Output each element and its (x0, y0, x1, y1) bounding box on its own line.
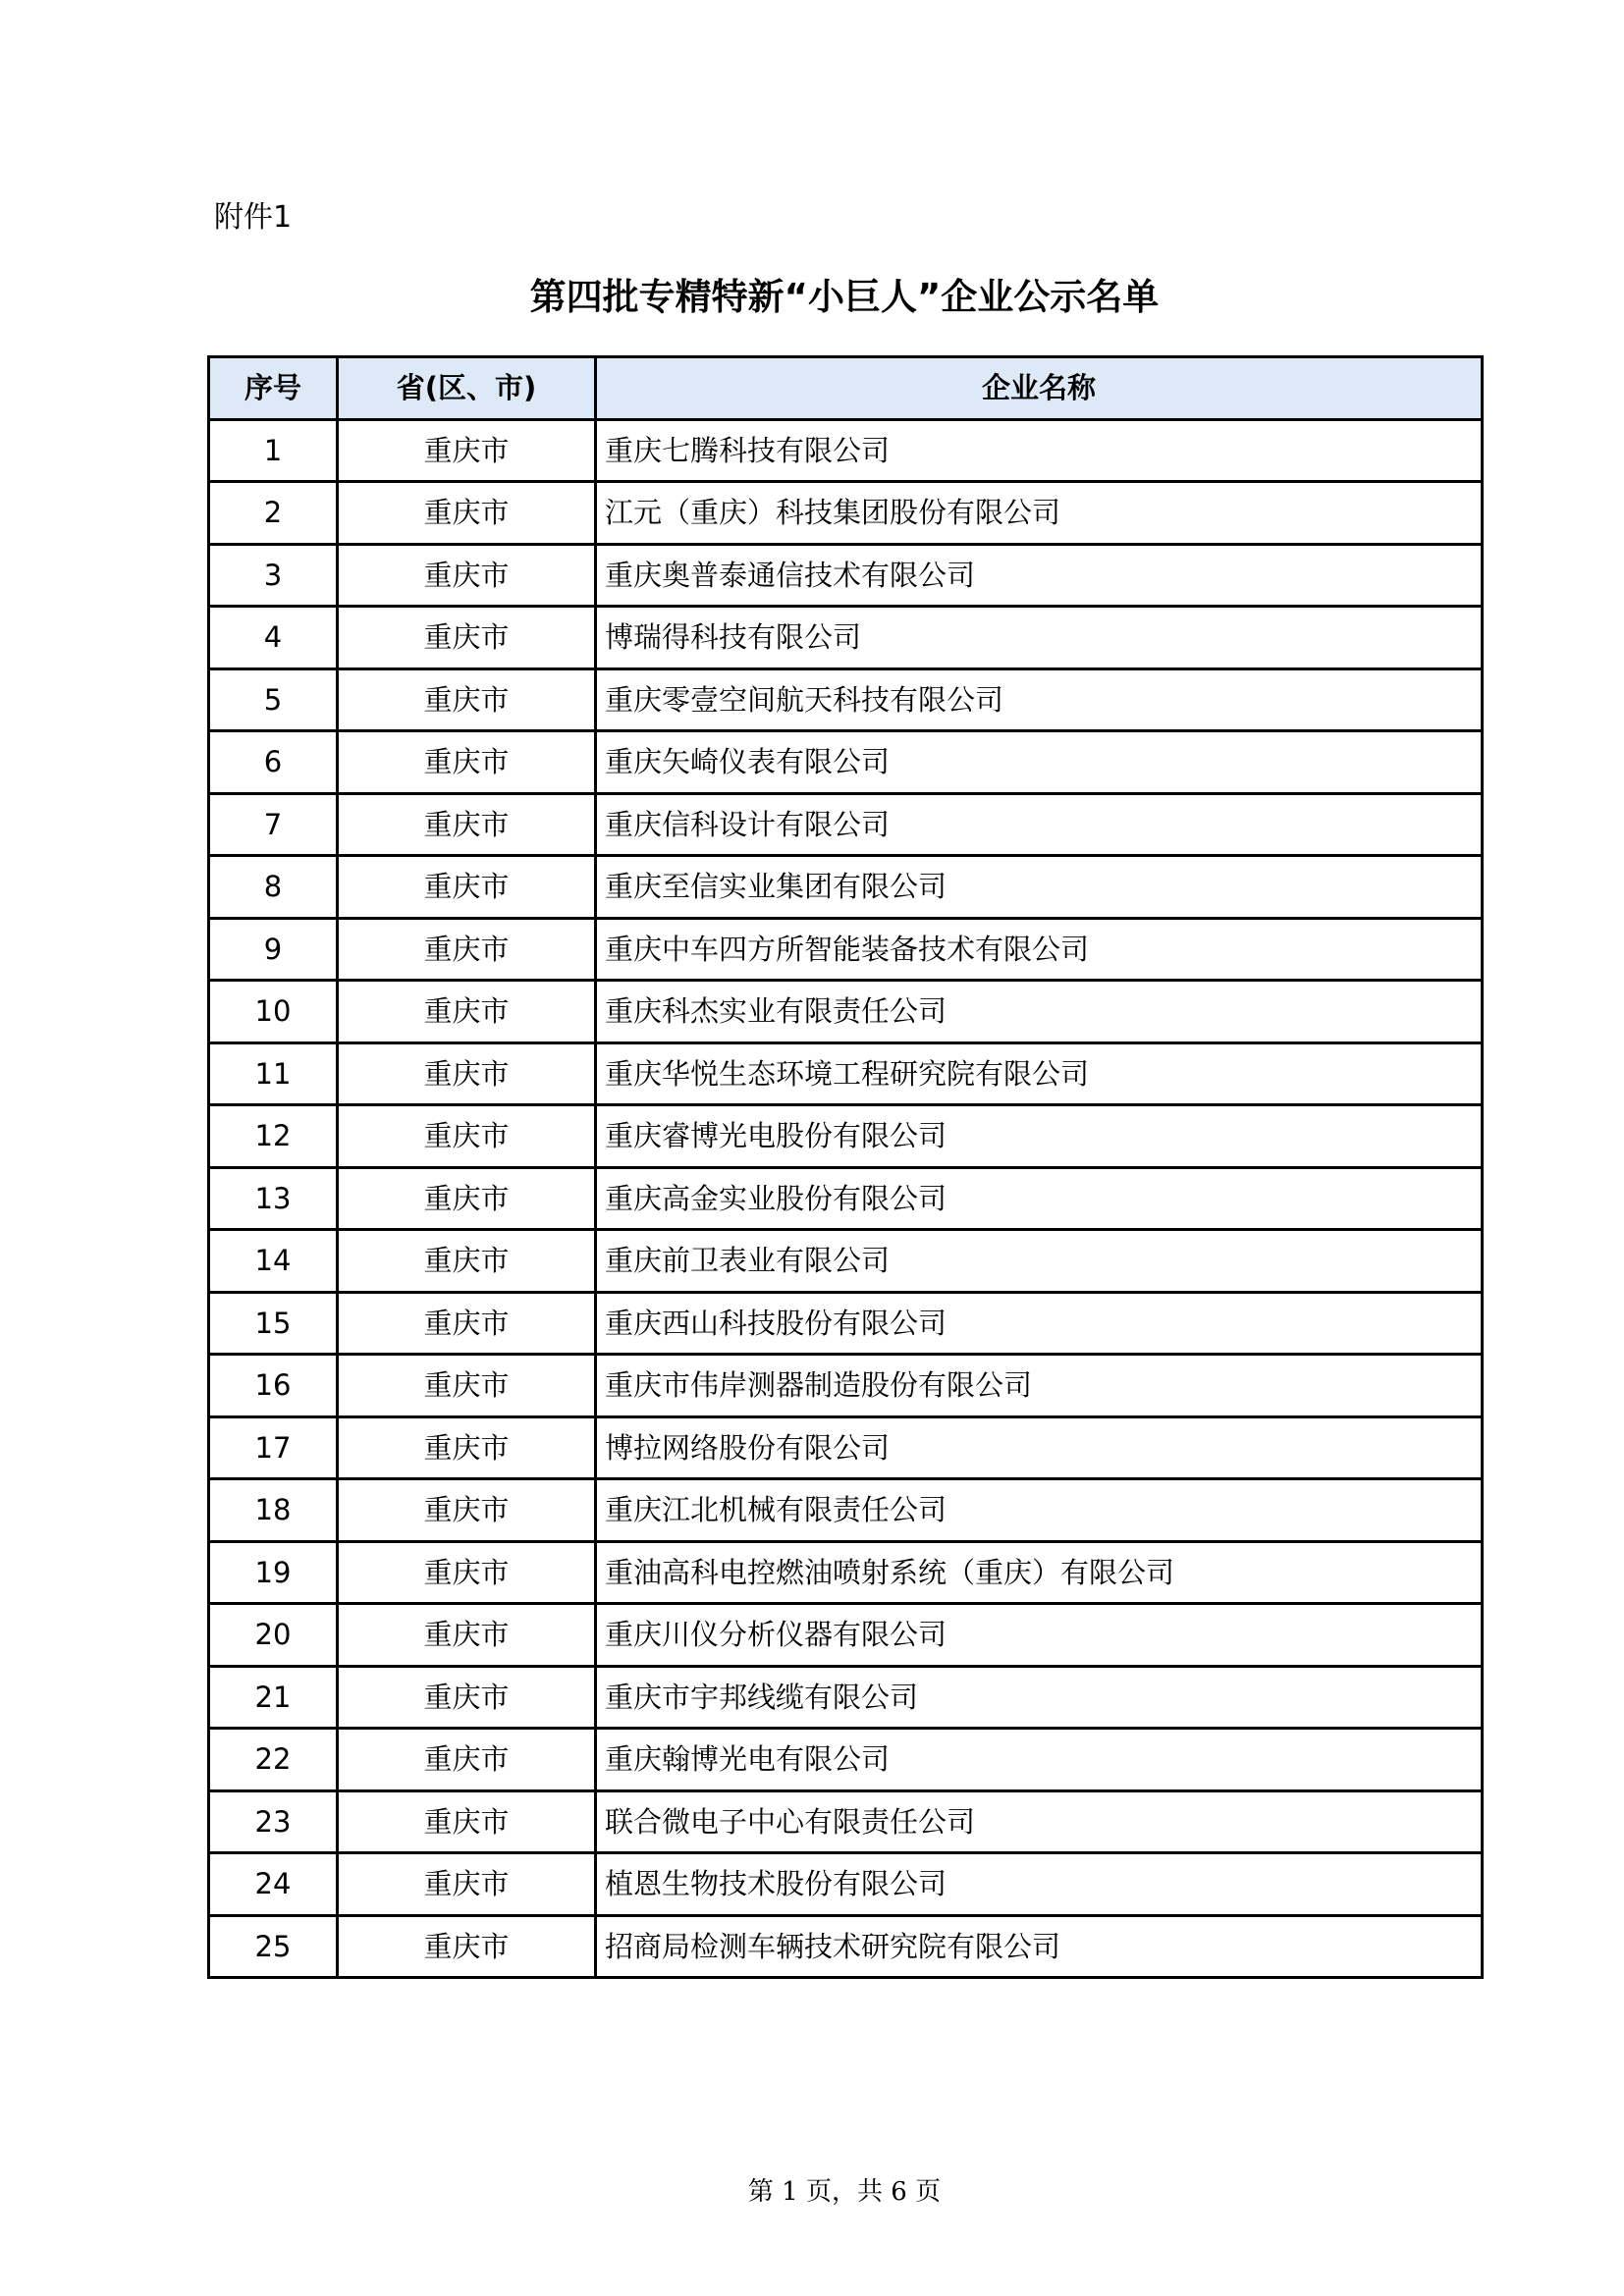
company-name-cell: 重油高科电控燃油喷射系统（重庆）有限公司 (596, 1541, 1483, 1604)
company-name-cell: 重庆科杰实业有限责任公司 (596, 981, 1483, 1043)
company-name-cell: 重庆川仪分析仪器有限公司 (596, 1604, 1483, 1667)
province-cell: 重庆市 (338, 1167, 596, 1230)
table-row (209, 1729, 1483, 1791)
table-row (209, 1416, 1483, 1479)
province-cell: 重庆市 (338, 731, 596, 794)
seq-cell: 9 (209, 918, 338, 981)
seq-cell: 3 (209, 544, 338, 607)
company-name-cell: 重庆矢崎仪表有限公司 (596, 731, 1483, 794)
table-header-row (209, 357, 1483, 420)
seq-cell: 14 (209, 1230, 338, 1293)
company-name-cell: 重庆华悦生态环境工程研究院有限公司 (596, 1042, 1483, 1105)
province-cell: 重庆市 (338, 981, 596, 1043)
header-province: 省(区、市) (338, 357, 596, 420)
seq-cell: 11 (209, 1042, 338, 1105)
company-name-cell: 重庆中车四方所智能装备技术有限公司 (596, 918, 1483, 981)
table-row (209, 482, 1483, 545)
table-row (209, 1105, 1483, 1168)
seq-cell: 8 (209, 856, 338, 919)
province-cell: 重庆市 (338, 1230, 596, 1293)
company-name-cell: 重庆信科设计有限公司 (596, 793, 1483, 856)
province-cell: 重庆市 (338, 1790, 596, 1853)
table-row (209, 1042, 1483, 1105)
seq-cell: 19 (209, 1541, 338, 1604)
table-body (209, 419, 1483, 1978)
company-name-cell: 江元（重庆）科技集团股份有限公司 (596, 482, 1483, 545)
table-row (209, 1230, 1483, 1293)
page-footer: 第 1 页，共 6 页 (747, 2177, 942, 2207)
province-cell: 重庆市 (338, 793, 596, 856)
seq-cell: 12 (209, 1105, 338, 1168)
province-cell: 重庆市 (338, 1416, 596, 1479)
table-row (209, 1167, 1483, 1230)
table-row (209, 981, 1483, 1043)
seq-cell: 17 (209, 1416, 338, 1479)
company-name-cell: 重庆前卫表业有限公司 (596, 1230, 1483, 1293)
company-name-cell: 重庆市宇邦线缆有限公司 (596, 1666, 1483, 1729)
table-row (209, 1915, 1483, 1978)
company-name-cell: 博拉网络股份有限公司 (596, 1416, 1483, 1479)
seq-cell: 6 (209, 731, 338, 794)
seq-cell: 7 (209, 793, 338, 856)
table-row (209, 607, 1483, 669)
table-row (209, 544, 1483, 607)
table-row (209, 668, 1483, 731)
table-row (209, 856, 1483, 919)
table-row (209, 1790, 1483, 1853)
seq-cell: 16 (209, 1355, 338, 1417)
province-cell: 重庆市 (338, 1915, 596, 1978)
company-name-cell: 重庆西山科技股份有限公司 (596, 1292, 1483, 1355)
company-name-cell: 重庆江北机械有限责任公司 (596, 1479, 1483, 1542)
province-cell: 重庆市 (338, 1292, 596, 1355)
seq-cell: 15 (209, 1292, 338, 1355)
seq-cell: 24 (209, 1853, 338, 1916)
seq-cell: 13 (209, 1167, 338, 1230)
company-name-cell: 博瑞得科技有限公司 (596, 607, 1483, 669)
table-row (209, 419, 1483, 482)
header-seq: 序号 (209, 357, 338, 420)
seq-cell: 4 (209, 607, 338, 669)
province-cell: 重庆市 (338, 607, 596, 669)
seq-cell: 18 (209, 1479, 338, 1542)
province-cell: 重庆市 (338, 1479, 596, 1542)
table-row (209, 1292, 1483, 1355)
company-name-cell: 重庆奥普泰通信技术有限公司 (596, 544, 1483, 607)
table-row (209, 1853, 1483, 1916)
table-row (209, 1479, 1483, 1542)
province-cell: 重庆市 (338, 1604, 596, 1667)
province-cell: 重庆市 (338, 1355, 596, 1417)
seq-cell: 20 (209, 1604, 338, 1667)
document-title: 第四批专精特新“小巨人”企业公示名单 (529, 276, 1160, 318)
attachment-label: 附件1 (214, 200, 293, 235)
province-cell: 重庆市 (338, 1729, 596, 1791)
table-row (209, 1541, 1483, 1604)
table-row (209, 731, 1483, 794)
company-name-cell: 重庆翰博光电有限公司 (596, 1729, 1483, 1791)
province-cell: 重庆市 (338, 1105, 596, 1168)
seq-cell: 21 (209, 1666, 338, 1729)
company-name-cell: 重庆睿博光电股份有限公司 (596, 1105, 1483, 1168)
company-name-cell: 重庆七腾科技有限公司 (596, 419, 1483, 482)
province-cell: 重庆市 (338, 856, 596, 919)
table-row (209, 1604, 1483, 1667)
province-cell: 重庆市 (338, 419, 596, 482)
company-table (207, 355, 1484, 1979)
table-row (209, 1666, 1483, 1729)
seq-cell: 25 (209, 1915, 338, 1978)
province-cell: 重庆市 (338, 1853, 596, 1916)
province-cell: 重庆市 (338, 1541, 596, 1604)
seq-cell: 2 (209, 482, 338, 545)
province-cell: 重庆市 (338, 668, 596, 731)
province-cell: 重庆市 (338, 544, 596, 607)
company-name-cell: 联合微电子中心有限责任公司 (596, 1790, 1483, 1853)
seq-cell: 22 (209, 1729, 338, 1791)
header-company: 企业名称 (596, 357, 1483, 420)
seq-cell: 23 (209, 1790, 338, 1853)
table-row (209, 793, 1483, 856)
table-row (209, 1355, 1483, 1417)
company-name-cell: 重庆市伟岸测器制造股份有限公司 (596, 1355, 1483, 1417)
table-row (209, 918, 1483, 981)
seq-cell: 10 (209, 981, 338, 1043)
company-name-cell: 重庆高金实业股份有限公司 (596, 1167, 1483, 1230)
province-cell: 重庆市 (338, 918, 596, 981)
seq-cell: 1 (209, 419, 338, 482)
seq-cell: 5 (209, 668, 338, 731)
province-cell: 重庆市 (338, 1042, 596, 1105)
company-name-cell: 植恩生物技术股份有限公司 (596, 1853, 1483, 1916)
company-name-cell: 重庆至信实业集团有限公司 (596, 856, 1483, 919)
company-name-cell: 招商局检测车辆技术研究院有限公司 (596, 1915, 1483, 1978)
company-name-cell: 重庆零壹空间航天科技有限公司 (596, 668, 1483, 731)
province-cell: 重庆市 (338, 482, 596, 545)
province-cell: 重庆市 (338, 1666, 596, 1729)
